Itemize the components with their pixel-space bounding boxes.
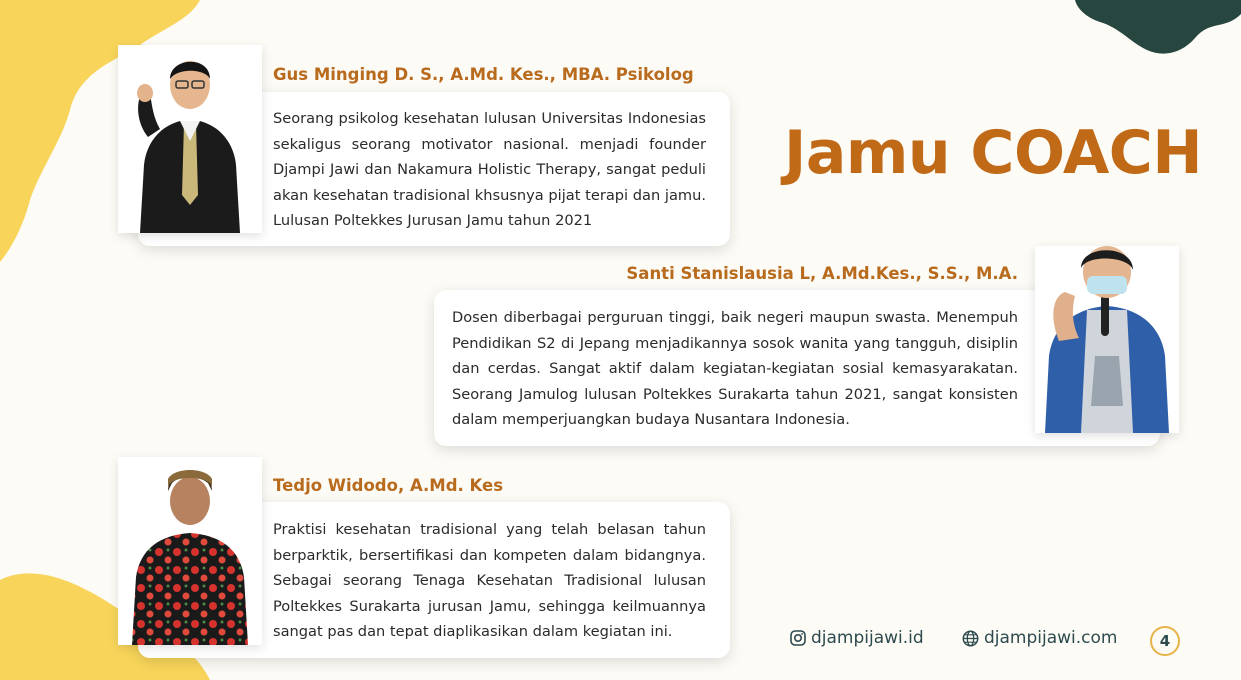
coach-description-3: Praktisi kesehatan tradisional yang telah belasan tahun berparktik, bersertifikasi dan kompeten dalam bidangnya. Sebagai seorang Tenaga Kesehatan Tradisional lulusan Poltekkes Surakarta jurusan Jamu, sehingga keilmuannya sangat pas dan tepat diaplikasikan dalam kegiatan ini. xyxy=(273,521,706,641)
woman-speaking-portrait-icon xyxy=(1035,246,1179,433)
instagram-link[interactable] xyxy=(790,628,924,648)
coach-name-2: Santi Stanislausia L, A.Md.Kes., S.S., M.A. xyxy=(626,264,1018,283)
man-in-suit-portrait-icon xyxy=(118,45,262,233)
page-title: Jamu COACH xyxy=(784,118,1203,188)
coach-photo-2 xyxy=(1035,246,1179,433)
man-in-batik-portrait-icon xyxy=(118,457,262,645)
coach-description-1: Seorang psikolog kesehatan lulusan Universitas Indonesias sekaligus seorang motivator nasional. menjadi founder Djampi Jawi dan Nakamura Holistic Therapy, sangat peduli akan kesehatan tradisional khsusnya pijat terapi dan jamu. Lulusan Poltekkes Jurusan Jamu tahun 2021 xyxy=(273,110,706,230)
coach-photo-3 xyxy=(118,457,262,645)
coach-description-2: Dosen diberbagai perguruan tinggi, baik negeri maupun swasta. Menempuh Pendidikan S2 di Jepang menjadikannya sosok wanita yang tangguh, disiplin dan cerdas. Sangat aktif dalam kegiatan-kegiatan sosial kemasyarakatan. Seorang Jamulog lulusan Poltekkes Surakarta tahun 2021, sangat konsisten dalam memperjuangkan budaya Nusantara Indonesia. xyxy=(452,309,1018,429)
page-number: 4 xyxy=(1150,626,1180,656)
globe-icon xyxy=(962,630,979,647)
website-url: djampijawi.com xyxy=(984,628,1118,648)
instagram-icon xyxy=(790,630,806,646)
coach-name-3: Tedjo Widodo, A.Md. Kes xyxy=(273,476,504,495)
coach-photo-1 xyxy=(118,45,262,233)
coach-name-1: Gus Minging D. S., A.Md. Kes., MBA. Psikolog xyxy=(273,65,694,84)
instagram-handle: djampijawi.id xyxy=(811,628,924,648)
website-link[interactable] xyxy=(962,628,1118,648)
green-blob-top-right xyxy=(1075,0,1241,60)
